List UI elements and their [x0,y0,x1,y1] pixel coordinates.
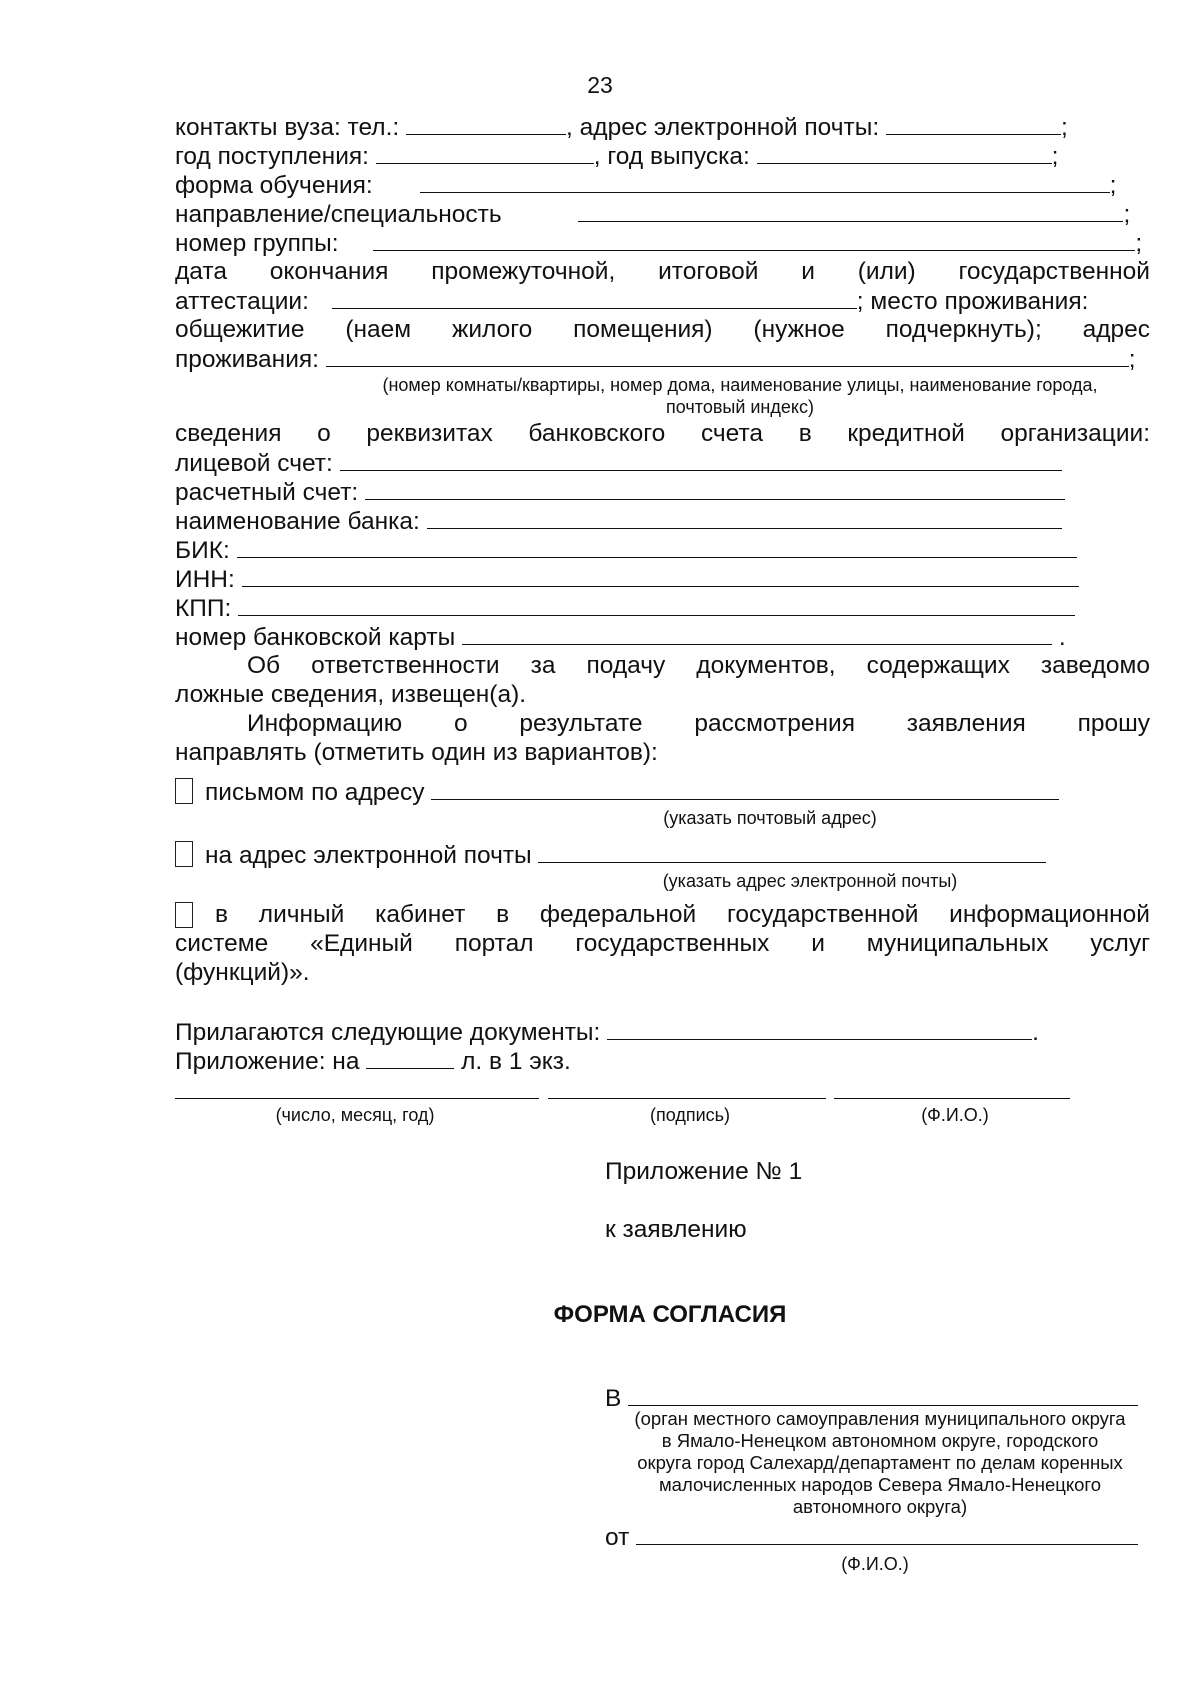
annex-title: Приложение № 1 [605,1158,803,1185]
page-number: 23 [587,72,613,98]
option-portal-line-1: в личный кабинет в федеральной государственной информационной [175,900,1150,929]
dorm-line: общежитие (наем жилого помещения) (нужное подчеркнуть); адрес [175,316,1150,343]
consent-form-title: ФОРМА СОГЛАСИЯ [553,1301,787,1328]
personal-account-line: лицевой счет: [175,448,1062,478]
option-portal-line-2: системе «Единый портал государственных и муниципальных услуг [175,930,1150,957]
inn-field[interactable] [242,564,1079,587]
sender-field[interactable] [636,1522,1138,1545]
contacts-line: контакты вуза: тел.: , адрес электронной почты: ; [175,114,1068,141]
date-signature-line[interactable] [175,1098,539,1099]
info-line-1: Информацию о результате рассмотрения заявления прошу [247,710,1150,737]
phone-field[interactable] [406,112,566,135]
responsibility-line-2: ложные сведения, извещен(а). [175,681,527,708]
group-field[interactable] [373,228,1135,251]
attached-line: Прилагаются следующие документы: . [175,1019,1039,1046]
option-portal-line-3: (функций)». [175,959,310,986]
recipient-field[interactable] [628,1383,1138,1406]
signature-line[interactable] [548,1098,826,1099]
recipient-line: В [605,1383,1138,1413]
kpp-line: КПП: [175,593,1075,623]
personal-account-field[interactable] [340,448,1062,471]
graduation-year-field[interactable] [757,141,1052,164]
bik-field[interactable] [237,535,1077,558]
attestation-line-1: дата окончания промежуточной, итоговой и (или) государственной [175,258,1150,285]
portal-checkbox[interactable] [175,902,193,928]
bank-name-field[interactable] [427,506,1062,529]
bank-intro-line: сведения о реквизитах банковского счета в кредитной организации: [175,420,1150,447]
annex-subtitle: к заявлению [605,1216,747,1243]
option-email: на адрес электронной почты [175,840,1046,870]
recipient-caption: (орган местного самоуправления муниципального округа в Ямало-Ненецком автономном округе, городского округа город Салехард/департамент по делам коренных малочисленных народов Севера Ямало-Ненецкого автономного округа) [634,1408,1126,1517]
option-mail: письмом по адресу [175,777,1059,807]
card-line: номер банковской карты . [175,624,1066,651]
card-number-field[interactable] [462,622,1052,645]
residence-address-field[interactable] [326,344,1129,367]
study-form-field[interactable] [420,170,1110,193]
attestation-date-field[interactable] [332,286,857,309]
direction-field[interactable] [578,199,1123,222]
fio-signature-line[interactable] [834,1098,1070,1099]
appendix-line: Приложение: на л. в 1 экз. [175,1048,571,1075]
mail-checkbox[interactable] [175,778,193,804]
inn-line: ИНН: [175,564,1079,594]
address-caption-1: (номер комнаты/квартиры, номер дома, наименование улицы, наименование города, [382,375,1098,395]
sender-caption: (Ф.И.О.) [841,1554,909,1574]
email-address-caption: (указать адрес электронной почты) [662,871,958,891]
admission-year-field[interactable] [376,141,594,164]
pages-count-field[interactable] [366,1046,454,1069]
fio-caption: (Ф.И.О.) [921,1105,989,1125]
email-checkbox[interactable] [175,841,193,867]
settlement-account-line: расчетный счет: [175,477,1065,507]
year-line: год поступления: , год выпуска: ; [175,143,1059,170]
bik-line: БИК: [175,535,1077,565]
info-line-2: направлять (отметить один из вариантов): [175,739,658,766]
email-address-field[interactable] [538,840,1046,863]
postal-address-field[interactable] [431,777,1059,800]
postal-address-caption: (указать почтовый адрес) [663,808,877,828]
date-caption: (число, месяц, год) [275,1105,435,1125]
responsibility-line-1: Об ответственности за подачу документов, содержащих заведомо [247,652,1150,679]
address-caption-2: почтовый индекс) [666,397,814,417]
email-field[interactable] [886,112,1061,135]
attached-documents-field[interactable] [607,1017,1032,1040]
direction-line: направление/специальность ; [175,201,1131,228]
address-line: проживания: ; [175,346,1136,373]
signature-caption: (подпись) [649,1105,731,1125]
study-form-line: форма обучения: ; [175,172,1117,199]
settlement-account-field[interactable] [365,477,1065,500]
kpp-field[interactable] [238,593,1075,616]
attestation-line-2: аттестации: ; место проживания: [175,288,1089,315]
bank-name-line: наименование банка: [175,506,1062,536]
group-line: номер группы: ; [175,230,1143,257]
sender-line: от [605,1522,1138,1552]
